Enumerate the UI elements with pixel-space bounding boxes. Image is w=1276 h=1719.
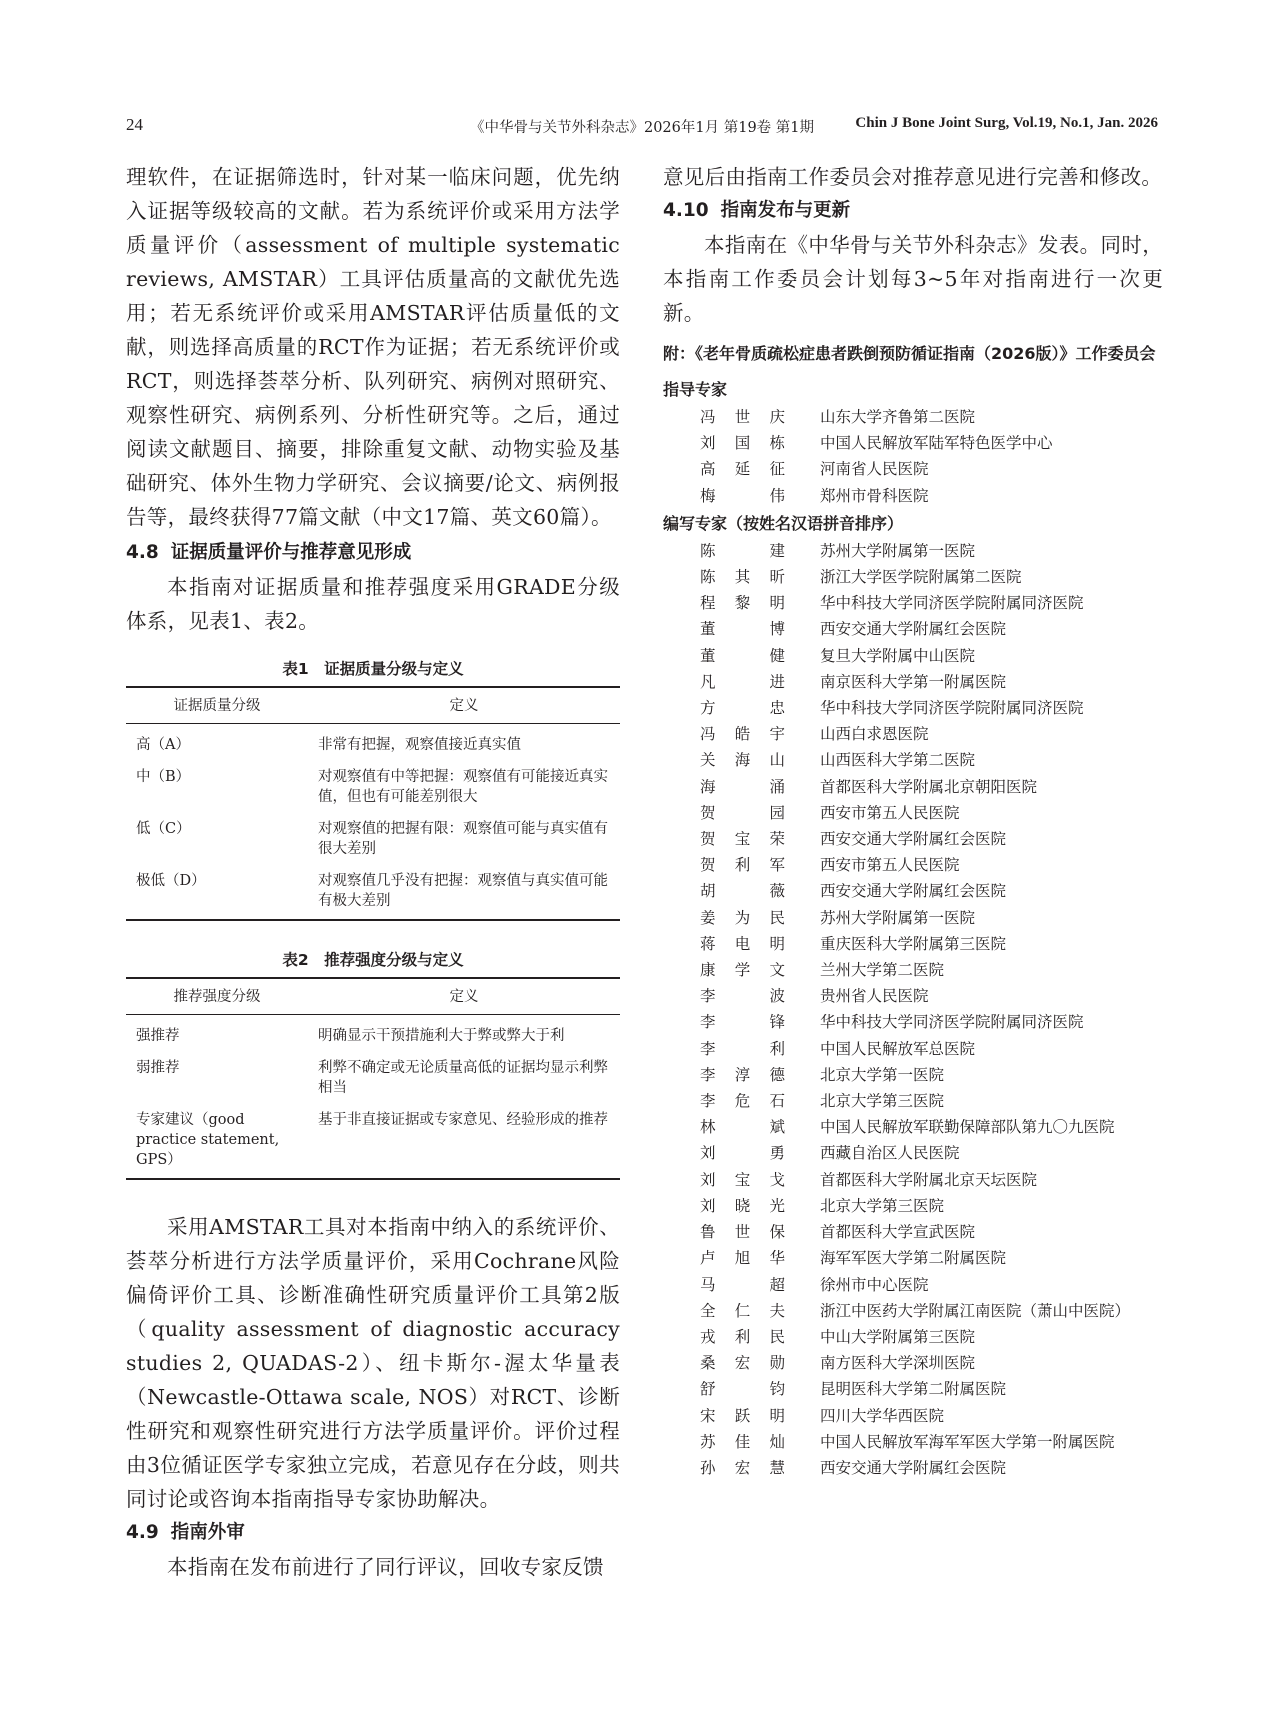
guide-experts-list [663,404,1163,509]
member-name: 康学文 [700,961,785,980]
member-name: 卢旭华 [700,1249,785,1268]
table-row [126,813,620,865]
list-item [663,905,1163,931]
section-title: 证据质量评价与推荐意见形成 [170,542,412,563]
member-name: 林斌 [700,1118,785,1137]
list-item [663,1298,1163,1324]
body-paragraph: 理软件，在证据筛选时，针对某一临床问题，优先纳入证据等级较高的文献。若为系统评价或采用方法学质量评价（assessment of multiple systematic reviews, AMSTAR）工具评估质量高的文献优先选用；若无系统评价或采用AMSTAR评估质量低的文献，则选择高质量的RCT作为证据；若无系统评价或RCT，则选择荟萃分析、队列研究、病例对照研究、观察性研究、病例系列、分析性研究等。之后，通过阅读文献题目、摘要，排除重复文献、动物实验及基础研究、体外生物力学研究、会议摘要/论文、病例报告等，最终获得77篇文献（中文17篇、英文60篇）。 [126,165,620,529]
table-cell: 弱推荐 [136,1060,180,1076]
member-affiliation: 兰州大学第二医院 [820,961,945,980]
member-name: 桑宏勋 [700,1354,785,1373]
member-affiliation: 浙江大学医学院附属第二医院 [820,568,1022,587]
right-column [663,160,1163,1481]
member-affiliation: 河南省人民医院 [820,460,929,479]
page-number: 24 [126,115,143,134]
member-name: 胡薇 [700,882,785,901]
table-1-caption: 表1 证据质量分级与定义 [282,660,464,678]
table-cell: 中（B） [136,769,191,785]
member-name: 方忠 [700,699,785,718]
section-title: 指南发布与更新 [720,200,851,221]
list-item [663,456,1163,482]
member-affiliation: 南京医科大学第一附属医院 [820,672,1007,691]
member-name: 李锋 [700,1013,785,1032]
table-cell: 对观察值有中等把握：观察值有可能接近真实值，但也有可能差别很大 [318,769,608,805]
member-affiliation: 浙江中医药大学附属江南医院（萧山中医院） [820,1301,1131,1320]
list-item [663,774,1163,800]
member-affiliation: 首都医科大学附属北京朝阳医院 [820,777,1038,796]
table-header: 定义 [308,687,620,724]
member-affiliation: 中国人民解放军联勤保障部队第九〇九医院 [820,1118,1115,1137]
member-affiliation: 复旦大学附属中山医院 [820,646,976,665]
body-paragraph: 本指南在发布前进行了同行评议，回收专家反馈 [167,1555,604,1579]
table-row [126,1104,620,1179]
table-1 [126,686,620,921]
body-paragraph: 采用AMSTAR工具对本指南中纳入的系统评价、荟萃分析进行方法学质量评价，采用Cochrane风险偏倚评价工具、诊断准确性研究质量评价工具第2版（quality assessment of diagnostic accuracy studies 2, QUADAS-2）、纽卡斯尔-渥太华量表（Newcastle-Ottawa scale, NOS）对RCT、诊断性研究和观察性研究进行方法学质量评价。评价过程由3位循证医学专家独立完成，若意见存在分歧，则共同讨论或咨询本指南指导专家协助解决。 [126,1215,620,1511]
table-2-caption: 表2 推荐强度分级与定义 [282,951,464,969]
member-name: 海涌 [700,777,785,796]
table-2 [126,977,620,1180]
table-row [126,1052,620,1104]
list-item [663,616,1163,642]
list-item [663,538,1163,564]
list-item [663,643,1163,669]
list-item [663,852,1163,878]
list-item [663,1403,1163,1429]
member-affiliation: 华中科技大学同济医学院附属同济医院 [820,1013,1084,1032]
member-name: 姜为民 [700,908,785,927]
list-item [663,1350,1163,1376]
member-affiliation: 中国人民解放军总医院 [820,1039,976,1058]
table-cell: 非常有把握，观察值接近真实值 [318,737,521,753]
member-affiliation: 北京大学第一医院 [820,1065,945,1084]
member-affiliation: 中国人民解放军陆军特色医学中心 [820,434,1053,453]
member-name: 苏佳灿 [700,1432,785,1451]
table-cell: 极低（D） [126,865,308,920]
member-name: 鲁世保 [700,1223,785,1242]
member-affiliation: 西安市第五人民医院 [820,856,960,875]
table-cell: 低（C） [136,821,191,837]
member-name: 李利 [700,1039,785,1058]
table-header: 推荐强度分级 [126,978,308,1015]
list-item [663,800,1163,826]
table-cell: 专家建议（good practice statement, GPS） [126,1104,308,1179]
member-affiliation: 四川大学华西医院 [820,1406,945,1425]
member-affiliation: 海军军医大学第二附属医院 [820,1249,1007,1268]
guide-experts-label: 指导专家 [663,380,728,399]
member-affiliation: 山西白求恩医院 [820,725,929,744]
list-item [663,747,1163,773]
member-affiliation: 山东大学齐鲁第二医院 [820,408,976,426]
member-name: 刘宝戈 [700,1170,785,1189]
table-row [126,724,620,762]
table-cell: 对观察值的把握有限：观察值可能与真实值有很大差别 [318,821,608,857]
member-name: 刘晓光 [700,1196,785,1215]
table-cell: 强推荐 [136,1028,180,1044]
member-name: 马超 [700,1275,785,1294]
appendix-title: 附：《老年骨质疏松症患者跌倒预防循证指南（2026版）》工作委员会 [663,344,1156,363]
section-number: 4.8 [126,542,159,563]
member-affiliation: 徐州市中心医院 [820,1275,929,1294]
list-item [663,1062,1163,1088]
table-row [126,1015,620,1053]
member-name: 孙宏慧 [700,1458,785,1477]
section-heading-4-10 [663,194,1163,228]
table-header: 定义 [308,978,620,1015]
member-affiliation: 首都医科大学附属北京天坛医院 [820,1170,1038,1189]
list-item [663,983,1163,1009]
member-affiliation: 西藏自治区人民医院 [820,1144,960,1163]
member-affiliation: 北京大学第三医院 [820,1092,945,1111]
member-affiliation: 首都医科大学宣武医院 [820,1223,976,1242]
list-item [663,695,1163,721]
table-row [126,761,620,813]
list-item [663,957,1163,983]
table-cell: 利弊不确定或无论质量高低的证据均显示利弊相当 [318,1060,608,1096]
member-affiliation: 西安交通大学附属红会医院 [820,620,1007,639]
member-name: 高延征 [700,460,785,479]
list-item [663,931,1163,957]
member-name: 李危石 [700,1092,785,1111]
section-number: 4.10 [663,200,709,221]
member-name: 冯皓宇 [700,725,785,744]
list-item [663,1036,1163,1062]
list-item [663,1324,1163,1350]
member-name: 关海山 [700,751,785,770]
section-heading-4-8 [126,536,620,570]
list-item [663,1114,1163,1140]
list-item [663,1245,1163,1271]
journal-title-cn: 《中华骨与关节外科杂志》2026年1月 第19卷 第1期 [469,120,815,136]
member-name: 宋跃明 [700,1406,785,1425]
table-cell: 明确显示干预措施利大于弊或弊大于利 [318,1028,565,1044]
member-name: 董健 [700,646,785,665]
left-column [126,160,620,1584]
list-item [663,430,1163,456]
member-name: 李淳德 [700,1065,785,1084]
member-affiliation: 昆明医科大学第二附属医院 [820,1380,1007,1399]
body-paragraph: 意见后由指南工作委员会对推荐意见进行完善和修改。 [663,165,1163,189]
list-item [663,483,1163,509]
member-name: 凡进 [700,672,785,691]
member-name: 舒钧 [700,1380,785,1399]
table-row [126,865,620,920]
list-item [663,1140,1163,1166]
member-name: 程黎明 [700,594,785,613]
table-cell: 对观察值几乎没有把握：观察值与真实值可能有极大差别 [308,865,620,920]
list-item [663,1376,1163,1402]
member-name: 陈建 [700,541,785,560]
table-cell: 高（A） [136,737,190,753]
running-header [126,115,1158,141]
member-affiliation: 华中科技大学同济医学院附属同济医院 [820,699,1084,718]
section-number: 4.9 [126,1522,159,1543]
member-name: 贺园 [700,803,785,822]
member-affiliation: 郑州市骨科医院 [820,486,929,505]
list-item [663,1009,1163,1035]
member-affiliation: 山西医科大学第二医院 [820,751,976,770]
section-heading-4-9 [126,1516,620,1550]
list-item [663,564,1163,590]
member-name: 贺利军 [700,856,785,875]
list-item [663,1088,1163,1114]
member-affiliation: 贵州省人民医院 [820,987,929,1006]
member-affiliation: 西安交通大学附属红会医院 [820,830,1007,849]
list-item [663,1429,1163,1455]
member-name: 陈其昕 [700,568,785,587]
member-affiliation: 华中科技大学同济医学院附属同济医院 [820,594,1084,613]
member-affiliation: 中山大学附属第三医院 [820,1327,976,1346]
list-item [663,1167,1163,1193]
list-item [663,1272,1163,1298]
member-affiliation: 重庆医科大学附属第三医院 [820,934,1007,953]
member-name: 董博 [700,620,785,639]
list-item [663,669,1163,695]
member-name: 刘勇 [700,1144,785,1163]
list-item [663,1219,1163,1245]
member-name: 蒋电明 [700,934,785,953]
member-affiliation: 西安交通大学附属红会医院 [820,882,1007,901]
body-paragraph: 本指南在《中华骨与关节外科杂志》发表。同时，本指南工作委员会计划每3~5年对指南进行一次更新。 [663,233,1163,325]
table-header: 证据质量分级 [126,687,308,724]
member-name: 贺宝荣 [700,830,785,849]
list-item [663,1193,1163,1219]
member-name: 全仁夫 [700,1301,785,1320]
table-cell: 基于非直接证据或专家意见、经验形成的推荐 [308,1104,620,1179]
member-name: 戎利民 [700,1327,785,1346]
section-title: 指南外审 [170,1522,245,1543]
member-name: 李波 [700,987,785,1006]
member-affiliation: 西安交通大学附属红会医院 [820,1458,1007,1477]
writers-list [663,538,1163,1481]
list-item [663,826,1163,852]
list-item [663,721,1163,747]
member-affiliation: 中国人民解放军海军军医大学第一附属医院 [820,1432,1115,1451]
list-item [663,404,1163,430]
list-item [663,878,1163,904]
body-paragraph: 本指南对证据质量和推荐强度采用GRADE分级体系，见表1、表2。 [126,575,620,633]
member-affiliation: 南方医科大学深圳医院 [820,1354,976,1373]
member-name: 刘国栋 [700,434,785,453]
member-affiliation: 苏州大学附属第一医院 [820,541,976,560]
list-item [663,590,1163,616]
member-affiliation: 北京大学第三医院 [820,1196,945,1215]
list-item [663,1455,1163,1481]
member-name: 梅伟 [700,486,785,505]
member-name: 冯世庆 [700,408,785,426]
journal-title-en: Chin J Bone Joint Surg, Vol.19, No.1, Jan. 2026 [855,115,1158,131]
member-affiliation: 西安市第五人民医院 [820,803,960,822]
member-affiliation: 苏州大学附属第一医院 [820,908,976,927]
writers-label: 编写专家（按姓名汉语拼音排序） [663,513,904,533]
